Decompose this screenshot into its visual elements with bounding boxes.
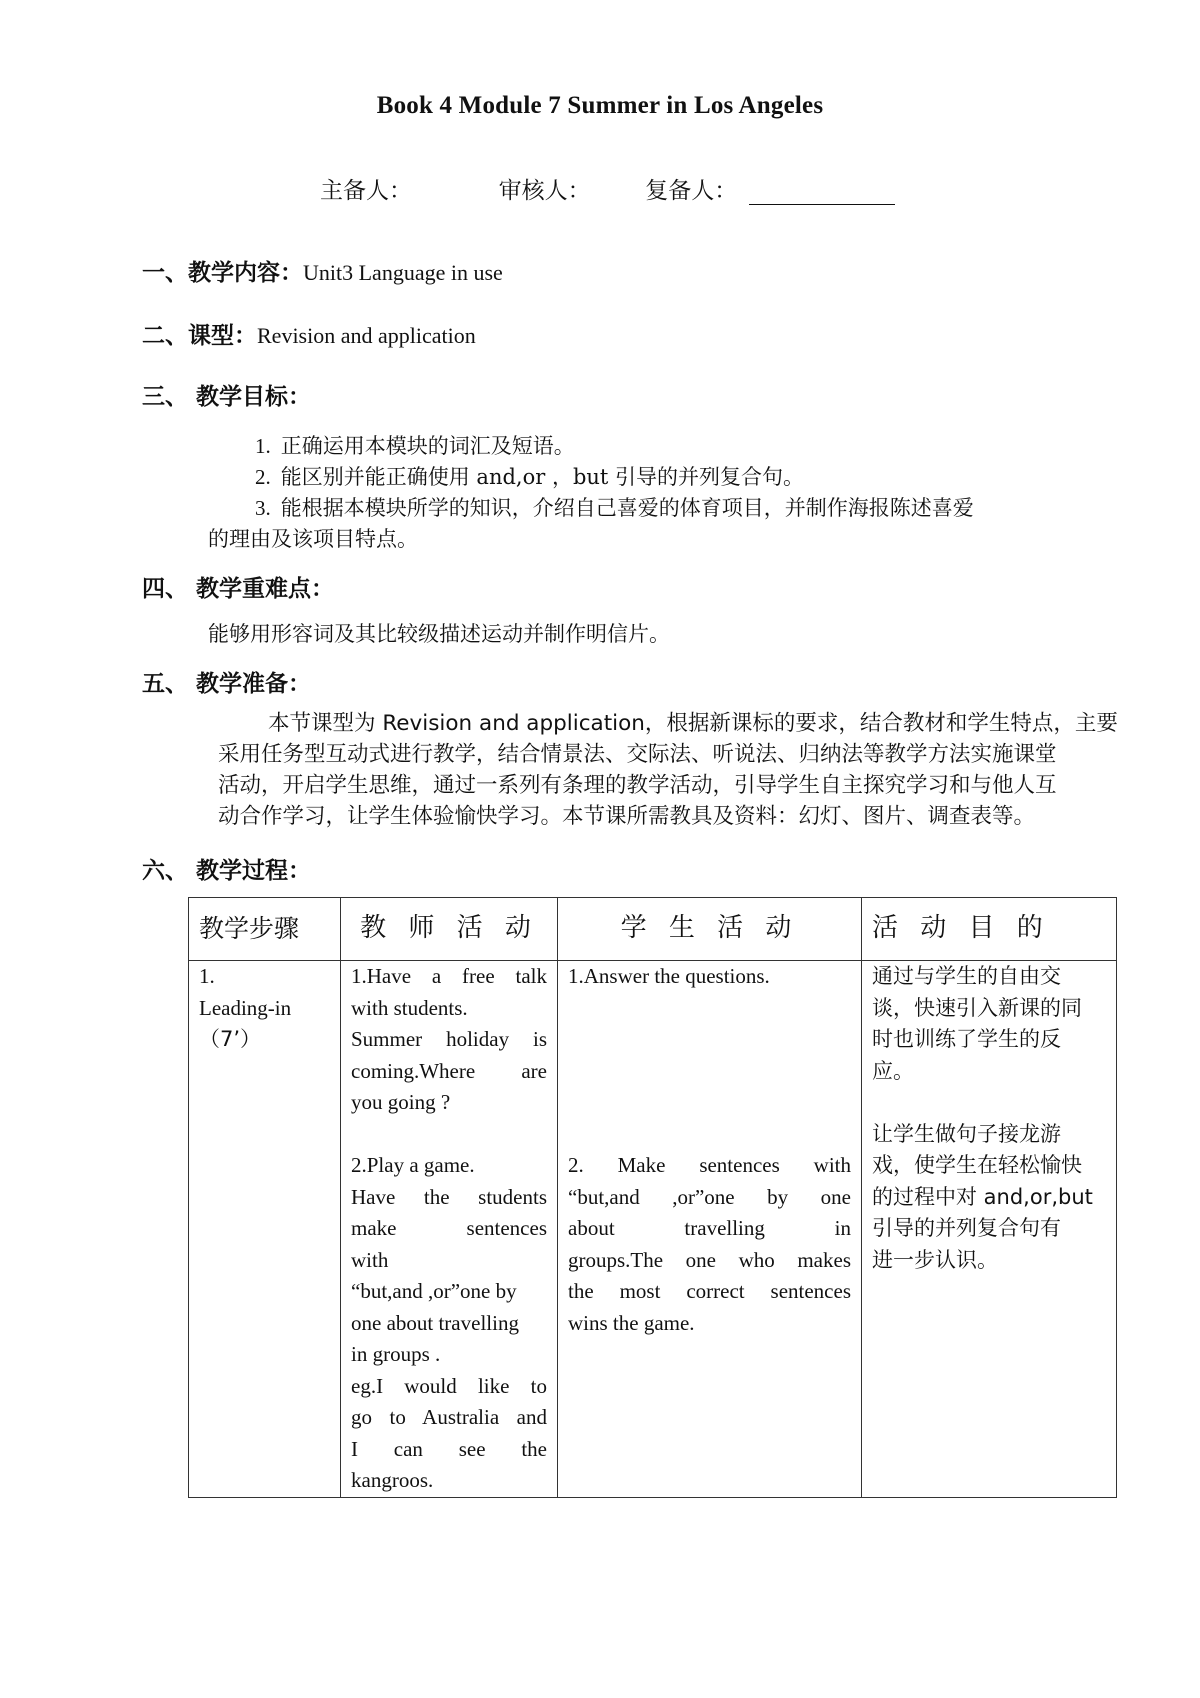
teacher-line: in groups . — [351, 1342, 441, 1366]
objective-number: 2. — [255, 465, 271, 489]
main-preparer-label: 主备人： — [320, 178, 412, 204]
header-teacher-activity: 教 师 活 动 — [341, 898, 558, 961]
objective-item — [255, 461, 804, 491]
teacher-line: Summer holiday is — [351, 1027, 547, 1051]
student-line: the most correct sentences — [568, 1279, 851, 1303]
section-key-points — [142, 570, 334, 603]
objective-text: 能区别并能正确使用 and,or ，but 引导的并列复合句。 — [280, 465, 805, 489]
step-duration: （7’） — [199, 1027, 262, 1051]
student-line: 2. Make sentences with — [568, 1153, 851, 1177]
teacher-line: one about travelling — [351, 1310, 519, 1335]
purpose-line: 通过与学生的自由交 — [872, 964, 1061, 988]
section-content — [142, 254, 503, 287]
step-cell — [189, 961, 341, 1498]
teacher-line: go to Australia and — [351, 1405, 547, 1429]
purpose-line: 戏，使学生在轻松愉快 — [872, 1153, 1082, 1177]
step-name: Leading-in — [199, 995, 292, 1020]
second-preparer-label: 复备人： — [645, 178, 738, 204]
student-line: groups.The one who makes — [568, 1247, 851, 1272]
reviewer-label: 审核人： — [498, 178, 591, 204]
section-preparation — [142, 665, 311, 698]
header-step: 教学步骤 — [189, 898, 341, 961]
teacher-line: Have the students — [351, 1184, 547, 1209]
purpose-line: 进一步认识。 — [872, 1247, 998, 1272]
teacher-line: eg.I would like to — [351, 1373, 547, 1398]
objective-text: 正确运用本模块的词汇及短语。 — [280, 434, 575, 458]
section-lesson-type — [142, 317, 476, 350]
objective-number: 1. — [255, 434, 271, 458]
teacher-line: I can see the — [351, 1436, 547, 1461]
section-preparation-heading: 五、 教学准备： — [142, 670, 312, 697]
student-line: wins the game. — [568, 1310, 695, 1335]
purpose-line: 引导的并列复合句有 — [872, 1216, 1061, 1240]
student-line: 1.Answer the questions. — [568, 964, 770, 988]
teacher-line: coming.Where are — [351, 1058, 547, 1083]
purpose-line: 让学生做句子接龙游 — [872, 1121, 1061, 1146]
header-purpose: 活 动 目 的 — [862, 898, 1117, 961]
section-objectives-heading: 三、 教学目标： — [142, 383, 312, 410]
purpose-line: 时也训练了学生的反 — [872, 1027, 1061, 1051]
preparation-line: 采用任务型互动式进行教学，结合情景法、交际法、听说法、归纳法等教学方法实施课堂 — [218, 742, 1057, 767]
preparation-line: 活动，开启学生思维，通过一系列有条理的教学活动，引导学生自主探究学习和与他人互 — [218, 773, 1057, 798]
objective-item — [255, 430, 575, 460]
preparation-line: 动合作学习，让学生体验愉快学习。本节课所需教具及资料：幻灯、图片、调查表等。 — [218, 804, 1036, 829]
teacher-line: you going ? — [351, 1090, 451, 1114]
preparation-paragraph — [218, 708, 1173, 832]
teacher-line: “but,and ,or”one by — [351, 1279, 517, 1303]
section-process — [142, 852, 311, 885]
student-line: “but,and ,or”one by one — [568, 1184, 851, 1209]
teacher-line: with students. — [351, 995, 468, 1020]
section-objectives — [142, 378, 311, 411]
preparation-line: 本节课型为 Revision and application，根据新课标的要求，结合教材和学生特点，主要 — [268, 711, 1118, 736]
objective-text: 能根据本模块所学的知识，介绍自己喜爱的体育项目，并制作海报陈述喜爱 — [280, 496, 974, 520]
objective-continuation: 的理由及该项目特点。 — [208, 527, 418, 551]
teacher-line: with — [351, 1247, 389, 1272]
teacher-line: 2.Play a game. — [351, 1153, 475, 1177]
teaching-process-table — [188, 897, 1117, 1498]
objective-number: 3. — [255, 496, 271, 520]
key-points-text: 能够用形容词及其比较级描述运动并制作明信片。 — [208, 622, 670, 646]
section-lesson-type-value: Revision and application — [257, 323, 476, 348]
purpose-line: 谈，快速引入新课的同 — [872, 995, 1082, 1020]
purpose-line: 的过程中对 and,or,but — [872, 1184, 1093, 1209]
teacher-line: kangroos. — [351, 1468, 434, 1492]
student-activity-cell — [558, 961, 862, 1498]
section-process-heading: 六、 教学过程： — [142, 857, 312, 884]
purpose-line: 应。 — [872, 1058, 914, 1083]
table-row — [189, 961, 1117, 1498]
page-title: Book 4 Module 7 Summer in Los Angeles — [376, 92, 824, 119]
step-number: 1. — [199, 964, 215, 988]
section-key-points-heading: 四、 教学重难点： — [142, 575, 335, 602]
preparers-line — [320, 172, 895, 205]
second-preparer-blank — [749, 180, 895, 205]
section-content-heading: 一、教学内容： — [142, 259, 303, 286]
section-lesson-type-heading: 二、课型： — [142, 322, 257, 349]
purpose-cell — [862, 961, 1117, 1498]
student-line: about travelling in — [568, 1216, 851, 1240]
teacher-line: make sentences — [351, 1216, 547, 1240]
teacher-line: 1.Have a free talk — [351, 964, 547, 988]
teacher-activity-cell — [341, 961, 558, 1498]
header-student-activity: 学 生 活 动 — [558, 898, 862, 961]
section-content-value: Unit3 Language in use — [303, 260, 503, 285]
objective-item — [255, 492, 974, 522]
table-header-row — [189, 898, 1117, 961]
